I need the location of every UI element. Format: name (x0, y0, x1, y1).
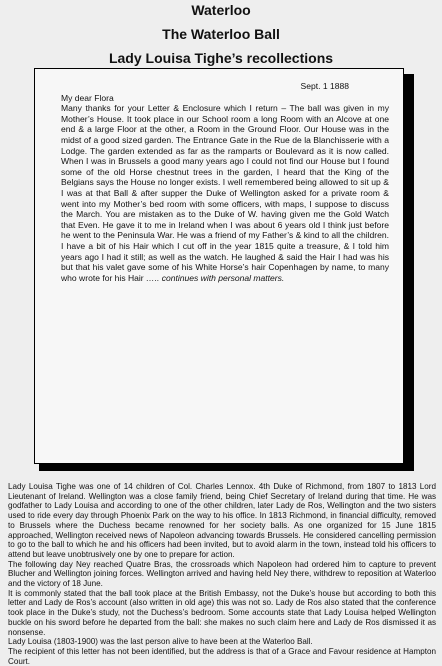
page-subtitle: The Waterloo Ball (162, 26, 280, 42)
letter-transcript (34, 68, 404, 464)
letter-salutation: My dear Flora (61, 92, 114, 103)
letter-body-text: Many thanks for your Letter & Enclosure which I return – The ball was given in my Mother’s House. It took place in our School room a long Room with an Alcove at one end & a large Floor at the other, a Room in the Ground Floor. Our House was in the midst of a good sized garden. The Entrance Gate in the Rue de la Blanchisserie with a Lodge. The garden extended as far as the ramparts or Boulevard as it is now called. When I was in Brussels a good many years ago I could not find our House but I found some of the old Horse chestnut trees in the garden, I heard that the King of the Belgians says the House no longer exists. I well remembered being allowed to sit up & I was at that Ball & after supper the Duke of Wellington asked for a private room & went into my Mother’s bed room with some officers, with maps, I suppose to discuss the March. You are mistaken as to the Duke of W. having given me the Gold Watch that Even. He gave it to me in Ireland when I was about 6 years old I think just before he went to the Peninsula War. He was a friend of my Father’s & kind to all the children. I have a bit of his Hair which I cut off in the year 1815 quite a treasure, & I told him years ago I had it still; as well as the watch. He laughed & said the Hair I had was his but that his valet gave some of his White Horse’s hair Copenhagen by name, to many who wrote for his Hair (61, 103, 389, 283)
page-title: Waterloo (191, 2, 251, 18)
note-paragraph: Lady Louisa Tighe was one of 14 children of Col. Charles Lennox. 4th Duke of Richmond, from 1807 to 1813 Lord Lieutenant of Ireland. Wellington was a close family friend, being Chief Secretary of Ireland during that time. He was godfather to Lady Louisa and according to one of the other children, later Lady de Ros, Wellington and the two sisters used to ride every day through Phoenix Park on the way to his office. In 1813 Richmond, in financial difficulty, removed to Brussels where the Duchess became renowned for her society balls. As one organized for 15 June 1815 approached, Wellington received news of Napoleon advancing towards Brussels. He considered cancelling permission to go to the ball to which he and his officers had been invited, but to avoid alarm in the town, instead told his officers to attend but leave unobtrusively one by one to prepare for action. (8, 482, 436, 559)
letter-continuation: ….. continues with personal matters. (146, 272, 285, 283)
note-paragraph: The recipient of this letter has not been identified, but the address is that of a Grace and Favour residence at Hampton Court. (8, 646, 436, 666)
section-heading: Lady Louisa Tighe’s recollections (108, 50, 334, 66)
letter-body (61, 103, 389, 283)
historical-notes (8, 482, 436, 666)
note-paragraph: It is commonly stated that the ball took place at the British Embassy, not the Duke’s house but according to both this letter and Lady de Ros’s account (also written in old age) this was not so. Lady de Ros also stated that the conference took place in the Duke’s study, not the Duchess’s bedroom. Some accounts state that Lady Louisa helped Wellington buckle on his sword before he departed from the ball: she makes no such claim here and Lady de Ros dismissed it as nonsense. (8, 588, 436, 637)
note-paragraph: The following day Ney reached Quatre Bras, the crossroads which Napoleon had ordered him to capture to prevent Blucher and Wellington joining forces. Wellington arrived and having held Ney there, withdrew to reposition at Waterloo and the victory of 18 June. (8, 559, 436, 589)
letter-date: Sept. 1 1888 (300, 81, 349, 91)
note-paragraph: Lady Louisa (1803-1900) was the last person alive to have been at the Waterloo Ball. (8, 637, 313, 647)
